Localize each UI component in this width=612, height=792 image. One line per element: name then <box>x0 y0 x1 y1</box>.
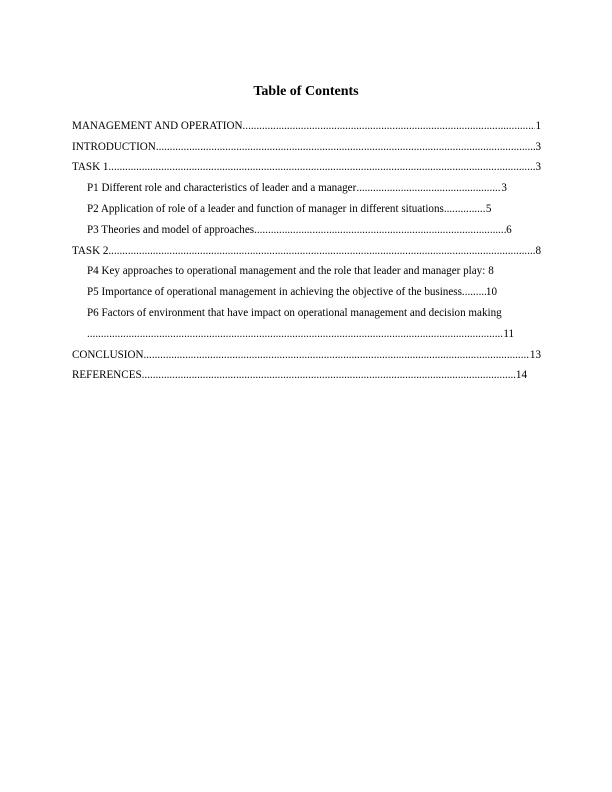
toc-entry-label: P4 Key approaches to operational management and the role that leader and manager play: <box>87 265 486 278</box>
toc-leader-dots <box>254 224 506 237</box>
toc-entry-label: P6 Factors of environment that have impact on operational management and decision making <box>87 306 502 319</box>
toc-entry-task-2[interactable] <box>72 237 541 258</box>
toc-leader-dots <box>356 182 501 195</box>
toc-entry-label: TASK 2 <box>72 244 109 257</box>
toc-entry-page: 11 <box>503 327 514 340</box>
toc-entry-page: 3 <box>535 161 541 174</box>
toc-entry-label: P1 Different role and characteristics of leader and a manager <box>87 182 357 195</box>
toc-leader-dots <box>156 141 536 154</box>
toc-entry-label: CONCLUSION <box>72 348 144 361</box>
toc-entry-page: 5 <box>485 202 492 215</box>
toc-entry-p2[interactable] <box>72 195 541 216</box>
toc-entry-label: P2 Application of role of a leader and function of manager in different situations <box>87 202 444 215</box>
toc-entry-label: REFERENCES <box>72 369 142 382</box>
toc-leader-dots <box>108 245 535 258</box>
toc-entry-label: TASK 1 <box>72 161 109 174</box>
toc-entry-page: 10 <box>485 286 498 299</box>
toc-entry-p3[interactable] <box>72 216 541 237</box>
toc-entry-label: MANAGEMENT AND OPERATION <box>72 119 243 132</box>
table-of-contents <box>72 112 541 382</box>
toc-entry-page: 14 <box>515 369 527 382</box>
toc-entry-page: 3 <box>535 140 541 153</box>
toc-entry-page: 6 <box>506 223 512 236</box>
toc-entry-p4[interactable] <box>72 258 541 279</box>
toc-leader-dots <box>108 161 535 174</box>
toc-leader-dots <box>87 328 503 341</box>
toc-leader-dots <box>444 203 486 216</box>
toc-leader-dots <box>462 286 486 299</box>
toc-entry-label: INTRODUCTION <box>72 140 156 153</box>
toc-leader-dots <box>142 369 516 382</box>
toc-entry-p1[interactable] <box>72 174 541 195</box>
toc-entry-page: 8 <box>535 244 541 257</box>
toc-entry-page: 8 <box>488 265 494 278</box>
toc-entry-page: 13 <box>529 348 541 361</box>
toc-entry-conclusion[interactable] <box>72 341 541 362</box>
toc-entry-label: P5 Importance of operational management in achieving the objective of the business <box>87 286 462 299</box>
toc-entry-p5[interactable] <box>72 278 541 299</box>
toc-title: Table of Contents <box>253 84 359 99</box>
toc-entry-page: 1 <box>535 119 541 132</box>
toc-entry-introduction[interactable] <box>72 133 541 154</box>
toc-entry-management-and-operation[interactable] <box>72 112 541 133</box>
toc-entry-p6[interactable] <box>72 299 541 341</box>
toc-leader-dots <box>144 349 530 362</box>
toc-leader-dots <box>243 120 536 133</box>
toc-entry-references[interactable] <box>72 362 527 383</box>
toc-entry-label: P3 Theories and model of approaches <box>87 223 255 236</box>
toc-entry-page: 3 <box>501 182 507 195</box>
toc-entry-task-1[interactable] <box>72 154 541 175</box>
